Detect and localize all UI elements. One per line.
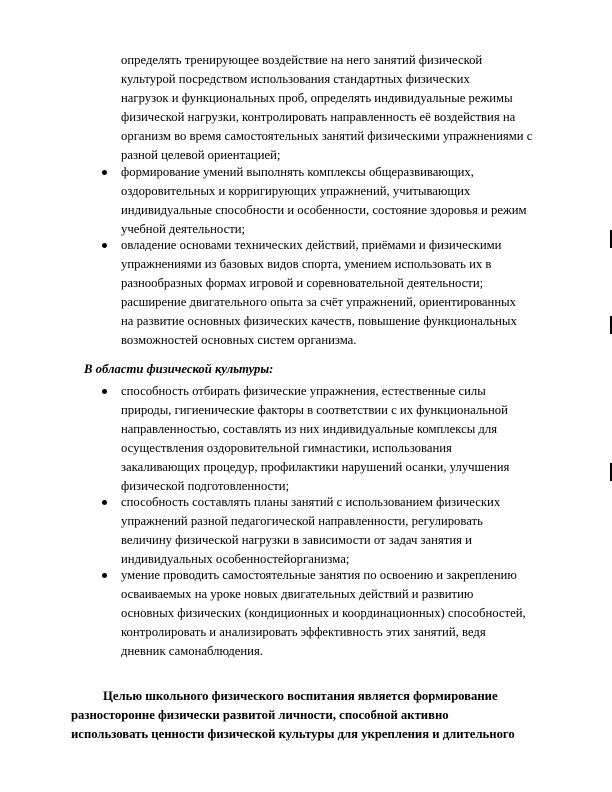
text-line: величину физической нагрузки в зависимости от задач занятия и	[121, 533, 472, 547]
text-line: контролировать и анализировать эффективность этих занятий, ведя	[121, 625, 486, 639]
bullet-icon	[102, 573, 107, 578]
text-line: дневник самонаблюдения.	[121, 644, 263, 658]
text-line: упражнений разной педагогической направленности, регулировать	[121, 514, 483, 528]
text-line: индивидуальные способности и особенности, состояние здоровья и режим	[121, 203, 527, 217]
text-line: на развитие основных физических качеств, повышение функциональных	[121, 314, 517, 328]
text-line: упражнениями из базовых видов спорта, умением использовать их в	[121, 257, 492, 271]
bullet-icon	[102, 500, 107, 505]
text-line: природы, гигиенические факторы в соответствии с их функциональной	[121, 403, 508, 417]
bullet-icon	[102, 170, 107, 175]
text-line: Целью школьного физического воспитания является формирование	[103, 689, 498, 703]
text-line: разносторонне физически развитой личности, способной активно	[71, 708, 449, 722]
text-line: физической нагрузки, контролировать направленность её воздействия на	[121, 110, 516, 124]
text-line: культурой посредством использования стандартных физических	[121, 72, 470, 86]
text-line: возможностей основных систем организма.	[121, 333, 357, 347]
text-line: использовать ценности физической культуры для укрепления и длительного	[71, 727, 515, 741]
text-line: разнообразных формах игровой и соревновательной деятельности;	[121, 276, 484, 290]
text-line: овладение основами технических действий, приёмами и физическими	[121, 238, 502, 252]
text-line: направленностью, составлять из них индивидуальные комплексы для	[121, 422, 498, 436]
text-line: определять тренирующее воздействие на него занятий физической	[121, 53, 483, 67]
bullet-icon	[102, 243, 107, 248]
text-line: способность составлять планы занятий с использованием физических	[121, 495, 501, 509]
text-line: физической подготовленности;	[121, 479, 290, 493]
bullet-icon	[102, 389, 107, 394]
text-line: учебной деятельности;	[121, 222, 246, 236]
text-line: формирование умений выполнять комплексы общеразвивающих,	[121, 165, 474, 179]
text-line: разной целевой ориентацией;	[121, 148, 281, 162]
text-line: организм во время самостоятельных занятий физическими упражнениями с	[121, 129, 533, 143]
text-line: основных физических (кондиционных и координационных) способностей,	[121, 606, 526, 620]
text-line: индивидуальных особенностейорганизма;	[121, 552, 350, 566]
text-line: оздоровительных и корригирующих упражнений, учитывающих	[121, 184, 471, 198]
text-line: умение проводить самостоятельные занятия по освоению и закреплению	[121, 568, 517, 582]
text-line: нагрузок и функциональных проб, определять индивидуальные режимы	[121, 91, 513, 105]
text-line: осуществления оздоровительной гимнастики, использования	[121, 441, 452, 455]
text-line: закаливающих процедур, профилактики нарушений осанки, улучшения	[121, 460, 510, 474]
text-line: осваиваемых на уроке новых двигательных действий и развитию	[121, 587, 474, 601]
text-line: расширение двигательного опыта за счёт упражнений, ориентированных	[121, 295, 517, 309]
section-heading: В области физической культуры:	[84, 362, 274, 376]
text-line: способность отбирать физические упражнения, естественные силы	[121, 384, 486, 398]
